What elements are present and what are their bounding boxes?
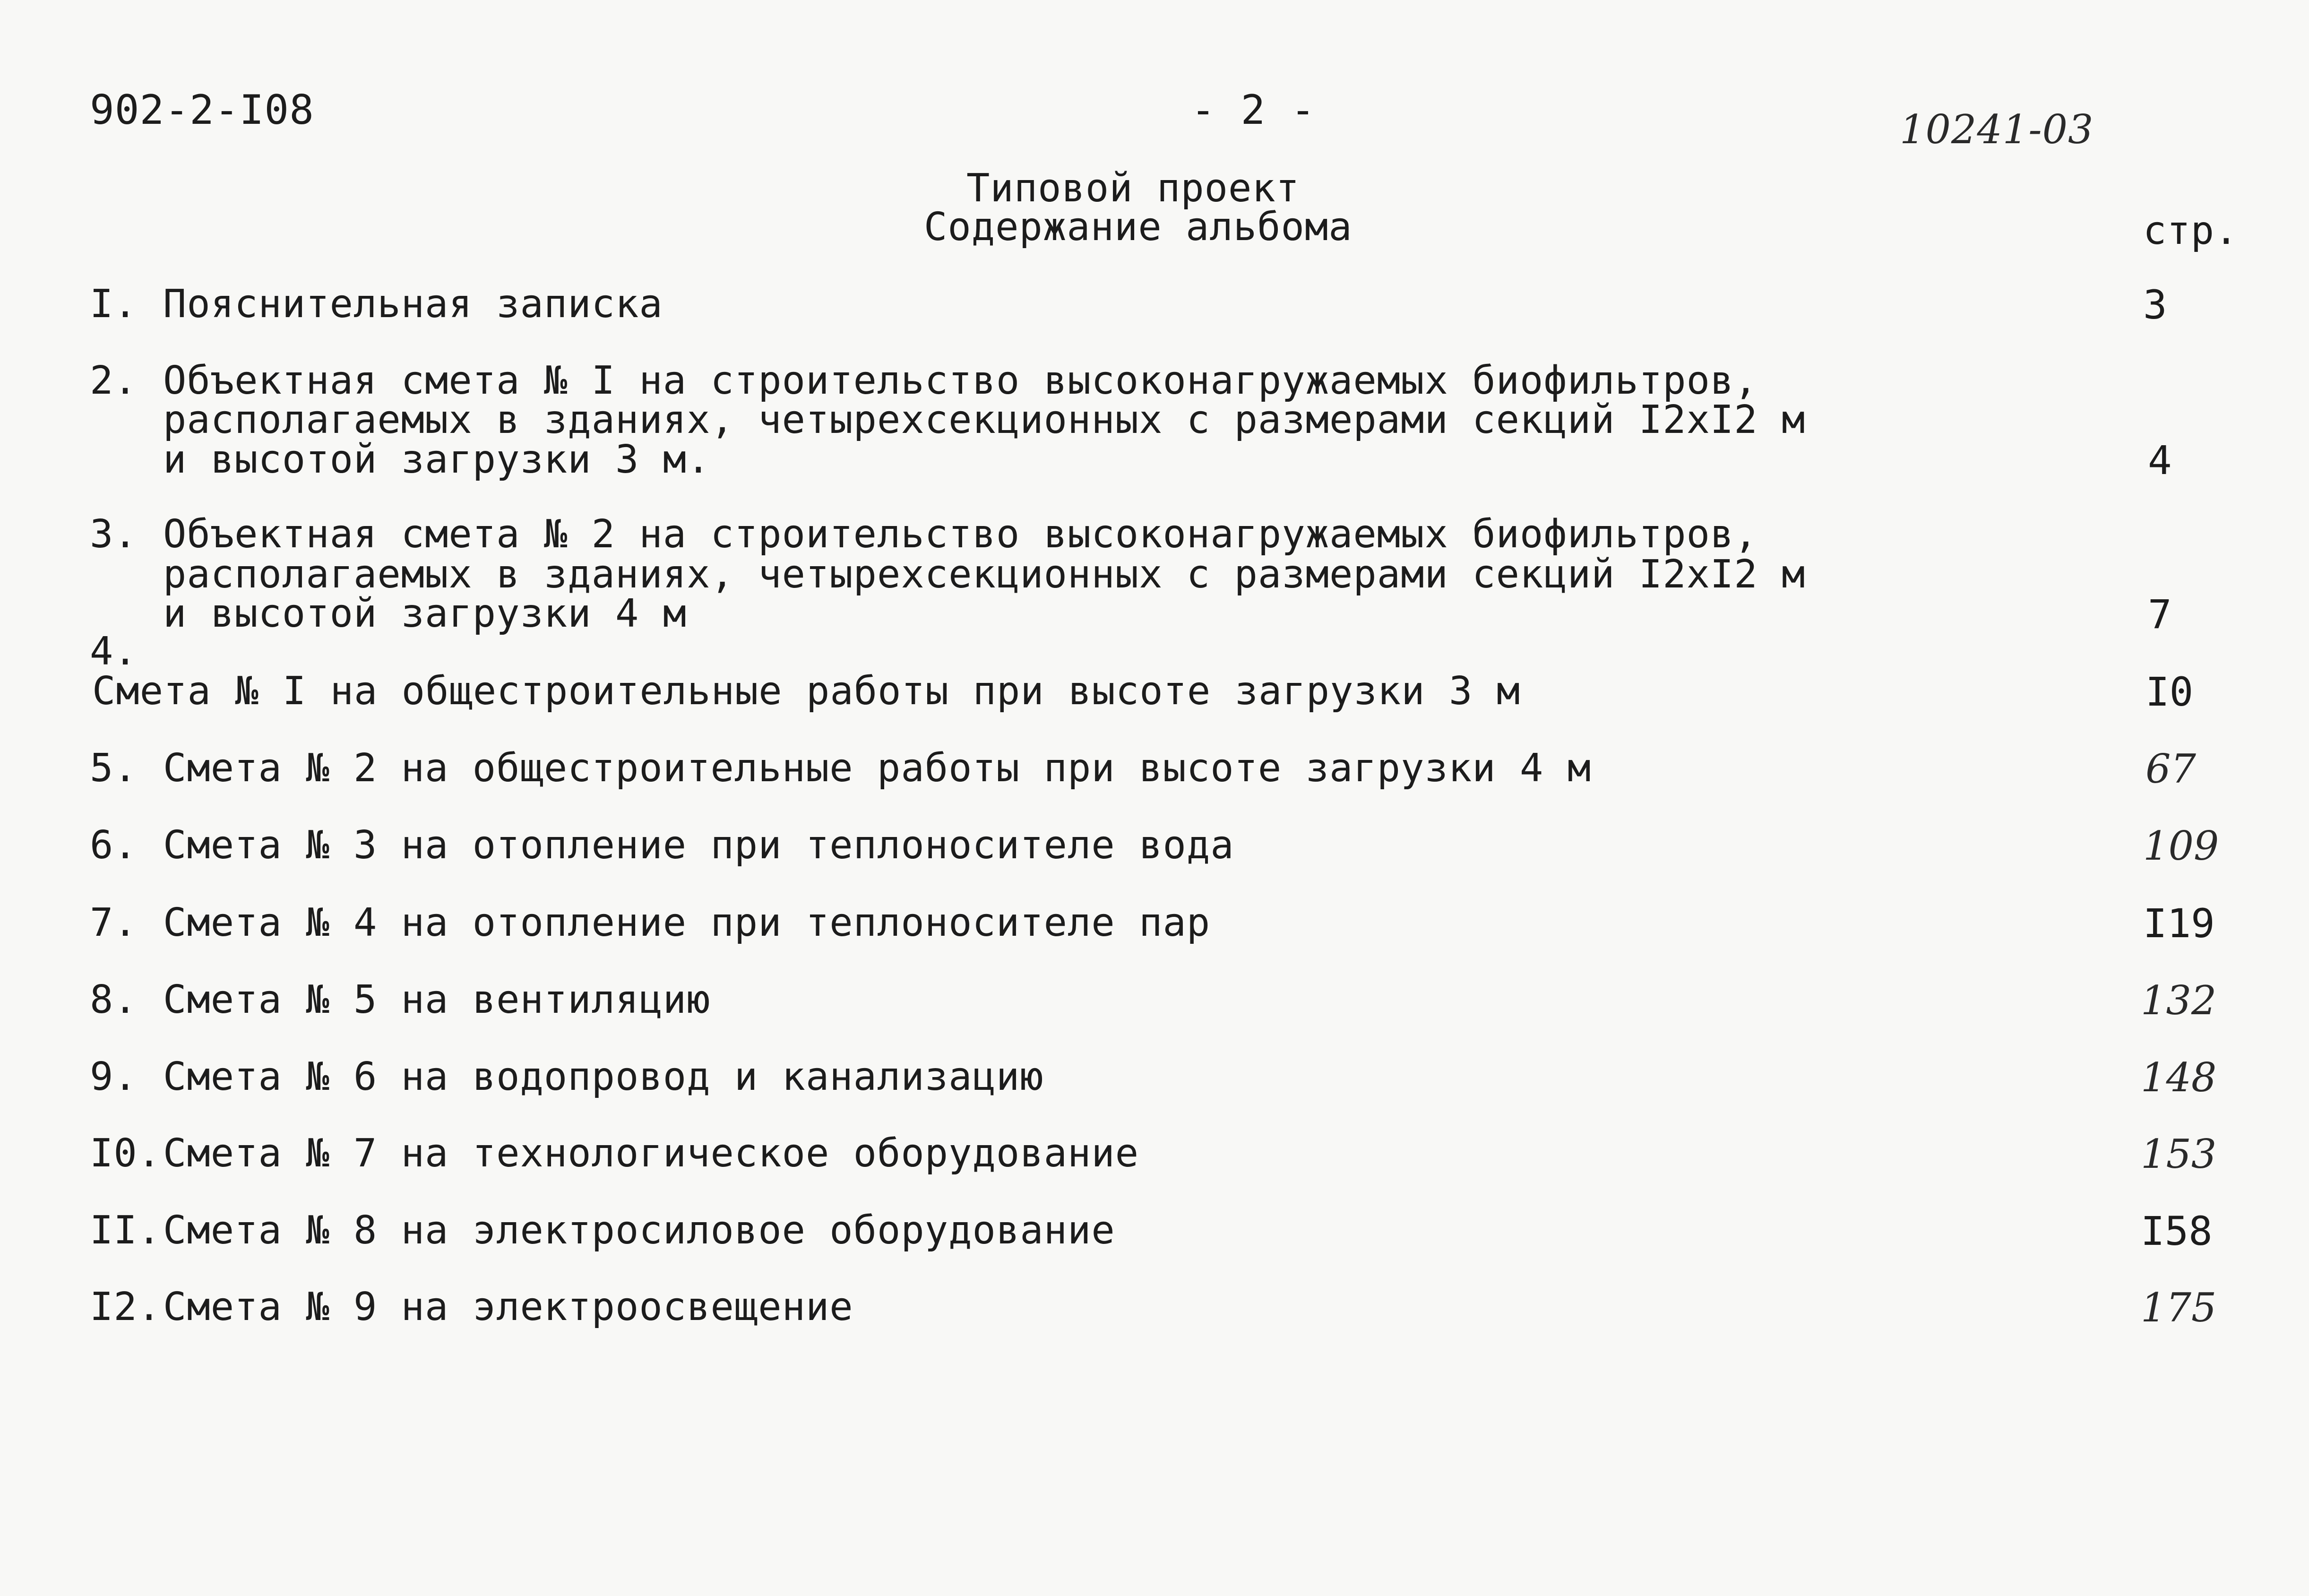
entry-text: Смета № 3 на отопление при теплоносителе вода (163, 823, 1234, 868)
entry-number: I. (90, 282, 138, 327)
title-line-2: Содержание альбома (924, 205, 1353, 250)
entry-page: 109 (2143, 823, 2219, 869)
entry-text: Смета № 6 на водопровод и канализацию (163, 1054, 1044, 1099)
entry-number: 3. (90, 512, 138, 557)
page-column-label: стр. (2143, 208, 2239, 253)
entry-number: II. (90, 1208, 162, 1253)
entry-text: Смета № 4 на отопление при теплоносителе пар (163, 900, 1211, 945)
entry-number: 2. (90, 358, 138, 403)
entry-page: 175 (2141, 1285, 2217, 1331)
entry-page: 7 (2148, 591, 2172, 638)
entry-text: располагаемых в зданиях, четырехсекционных с размерами секций I2xI2 м (163, 552, 1806, 597)
entry-page: 132 (2141, 977, 2217, 1024)
entry-number: 4. (90, 629, 138, 674)
entry-number: 8. (90, 977, 138, 1022)
entry-text: Смета № I на общестроительные работы при высоте загрузки 3 м (92, 669, 1521, 714)
entry-page: I58 (2141, 1208, 2213, 1254)
entry-text: Объектная смета № I на строительство высоконагружаемых биофильтров, (163, 358, 1758, 403)
entry-text: Смета № 2 на общестроительные работы при высоте загрузки 4 м (163, 746, 1592, 791)
entry-number: 7. (90, 900, 138, 945)
entry-number: 9. (90, 1054, 138, 1099)
entry-text: Смета № 8 на электросиловое оборудование (163, 1208, 1115, 1253)
entry-text: Смета № 7 на технологическое оборудование (163, 1131, 1139, 1176)
entry-page: I19 (2143, 900, 2215, 947)
entry-page: 3 (2143, 282, 2167, 328)
entry-page: 153 (2141, 1131, 2217, 1177)
entry-text: Объектная смета № 2 на строительство высоконагружаемых биофильтров, (163, 512, 1758, 557)
page-number: - 2 - (1191, 86, 1316, 134)
entry-text: Пояснительная записка (163, 282, 663, 327)
title-line-1: Типовой проект (966, 166, 1300, 211)
entry-page: 148 (2141, 1054, 2217, 1101)
entry-text: располагаемых в зданиях, четырехсекционных с размерами секций I2xI2 м (163, 397, 1806, 442)
entry-page: 67 (2145, 746, 2196, 792)
entry-number: 6. (90, 823, 138, 868)
archive-number: 10241-03 (1900, 106, 2094, 153)
entry-text: Смета № 5 на вентиляцию (163, 977, 711, 1022)
entry-text: и высотой загрузки 4 м (163, 591, 687, 636)
entry-page: 4 (2148, 437, 2172, 483)
entry-number: 5. (90, 746, 138, 791)
entry-text: и высотой загрузки 3 м. (163, 437, 711, 482)
entry-text: Смета № 9 на электроосвещение (163, 1285, 853, 1329)
entry-number: I0. (90, 1131, 162, 1176)
entry-page: I0 (2145, 669, 2194, 715)
entry-number: I2. (90, 1285, 162, 1329)
document-code: 902-2-I08 (90, 86, 314, 134)
